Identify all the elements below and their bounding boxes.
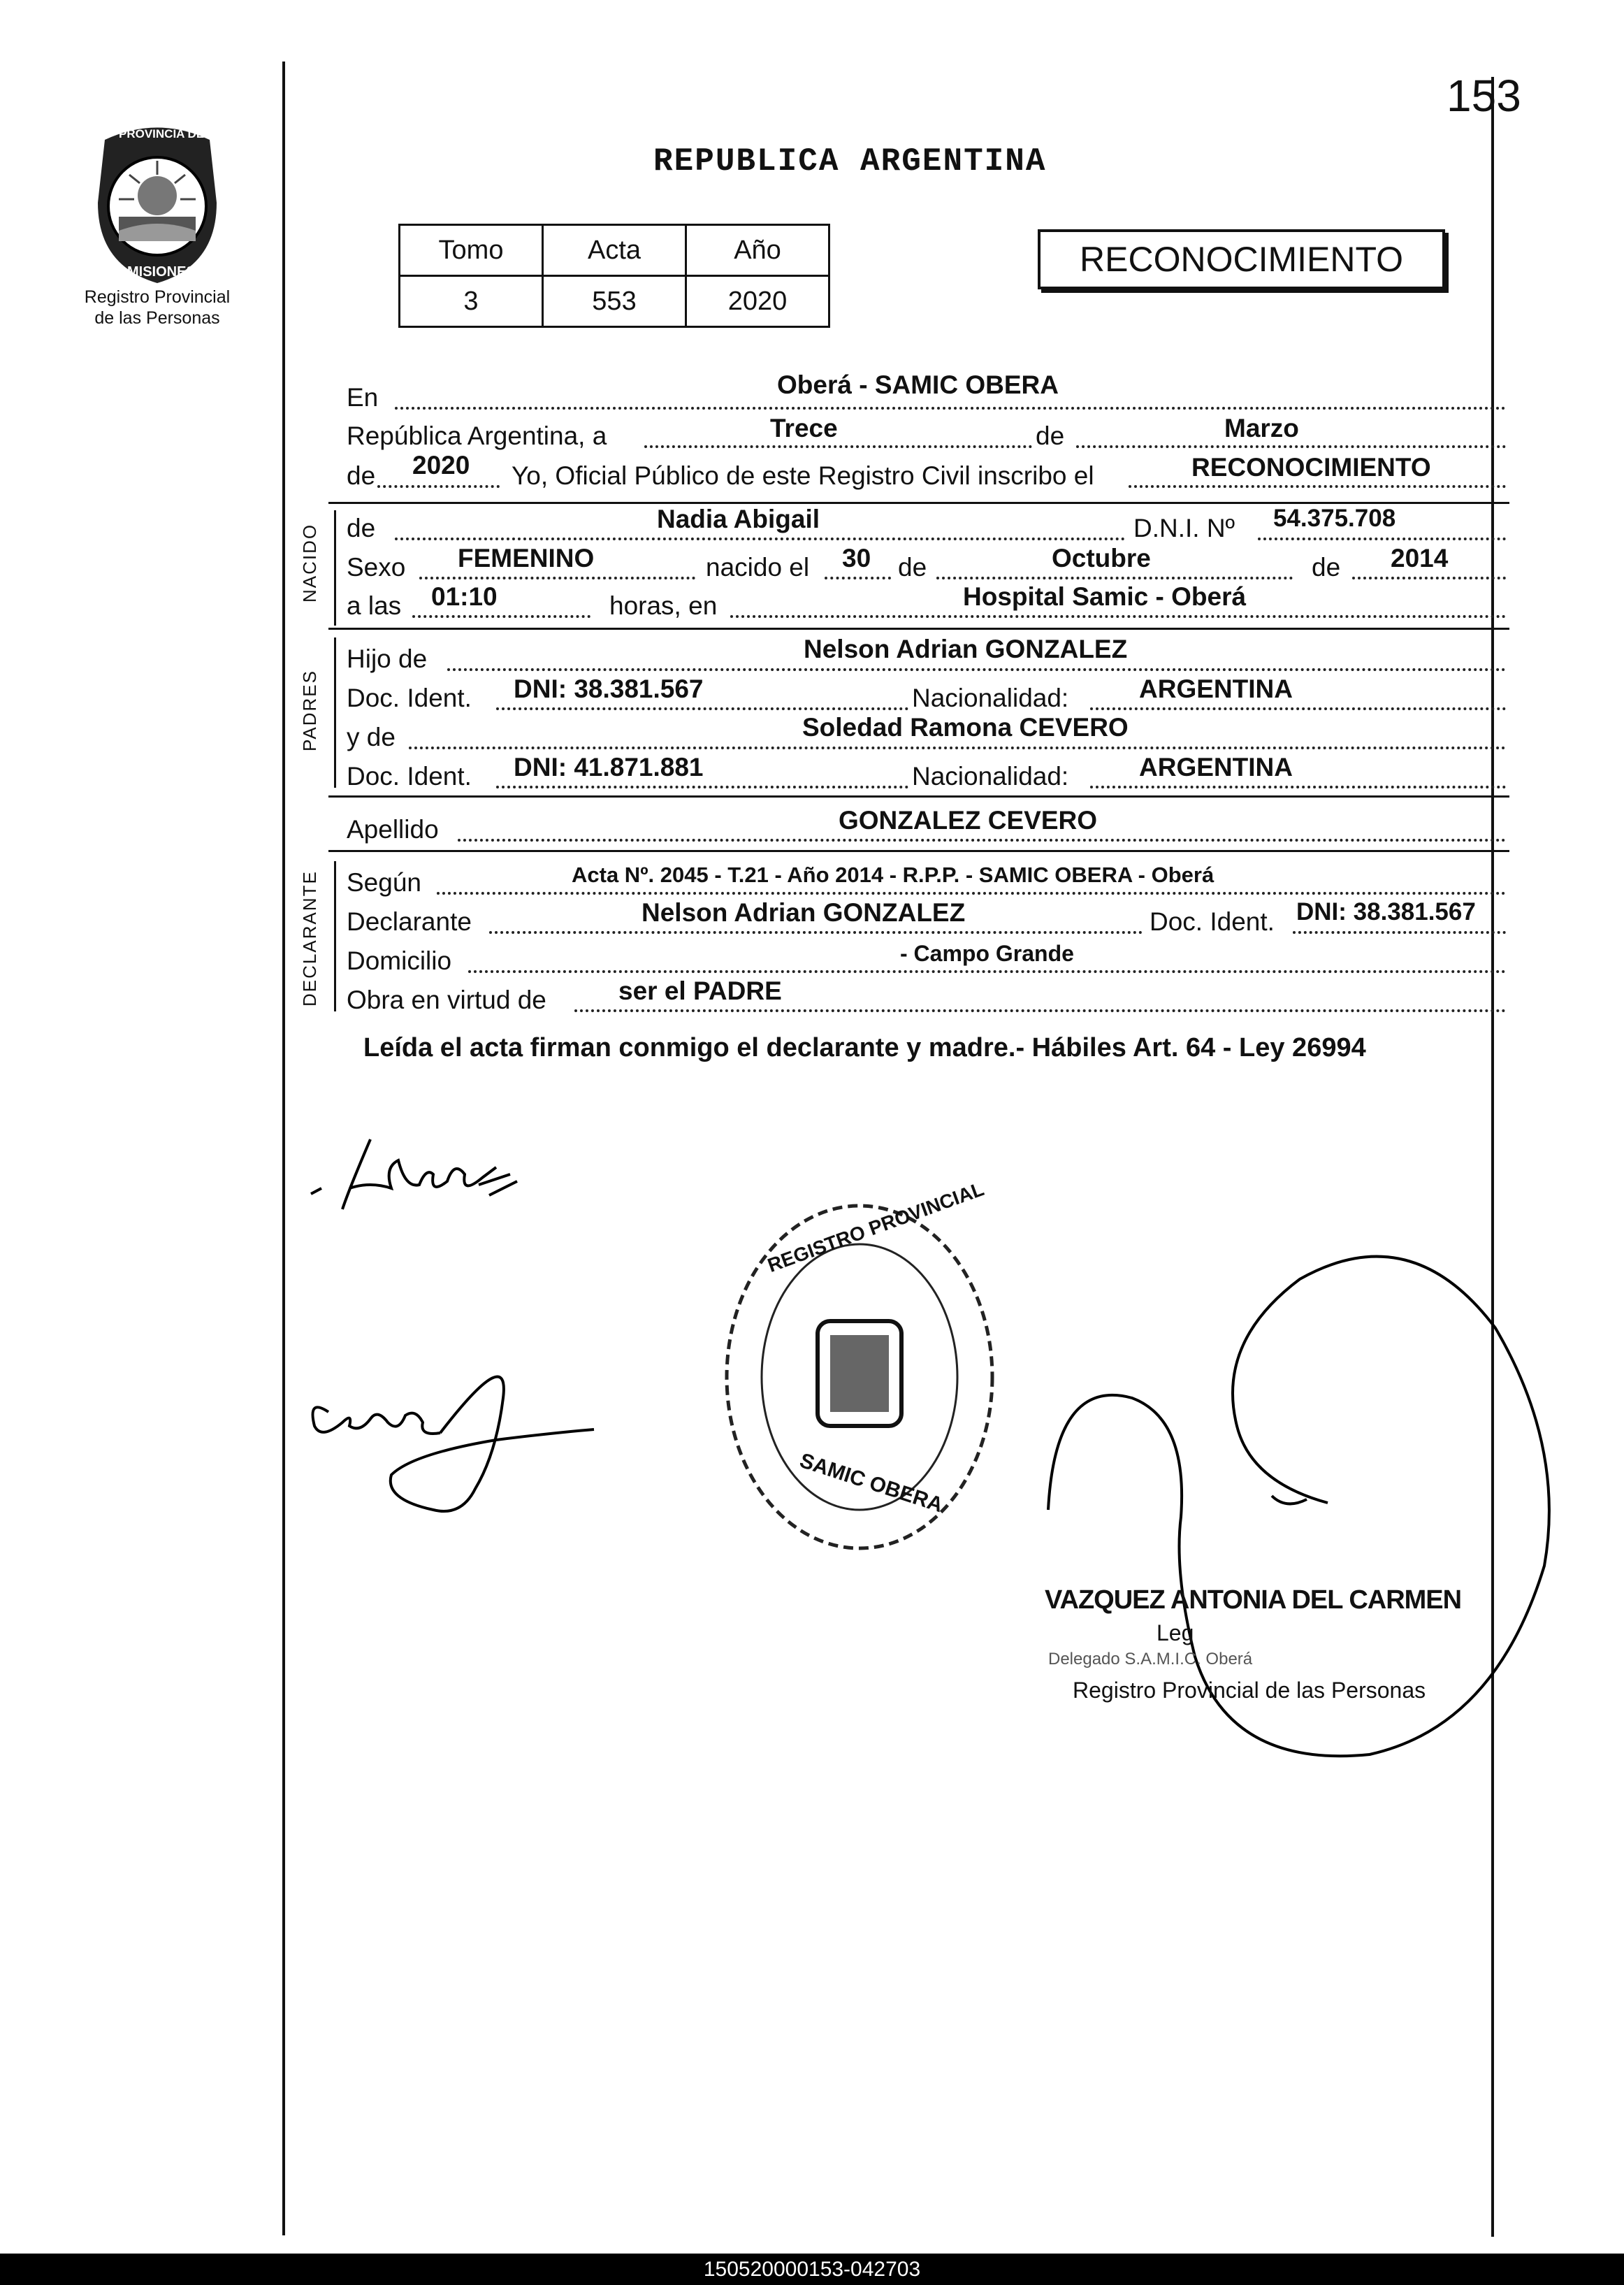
padre-name: Nelson Adrian GONZALEZ [804,635,1128,663]
seal-top-text: REGISTRO PROVINCIAL [764,1178,987,1276]
nacido-dni: 54.375.708 [1273,505,1396,532]
padre-doc: DNI: 38.381.567 [514,675,704,703]
dotted-line [468,970,1506,973]
day-value: Trece [770,414,838,442]
register-table-header [400,225,829,276]
declarante-value: Nelson Adrian GONZALEZ [641,898,966,927]
dotted-line [458,839,1506,842]
registry-seal [713,1178,1006,1559]
dotted-line [412,615,590,618]
madre-nac: ARGENTINA [1139,753,1293,781]
official-name: VAZQUEZ ANTONIA DEL CARMEN [1045,1585,1462,1615]
page-title: REPUBLICA ARGENTINA [653,143,1047,180]
nacido-dia: 30 [842,544,871,572]
dotted-line [574,1009,1506,1012]
dotted-line [1293,931,1506,934]
madre-doc-label: Doc. Ident. [347,762,472,791]
closing-text: Leída el acta firman conmigo el declarante y madre.- Hábiles Art. 64 - Ley 26994 [363,1033,1366,1062]
dotted-line [496,786,908,788]
section-divider [328,795,1509,798]
obra-value: ser el PADRE [618,976,782,1005]
obra-label: Obra en virtud de [347,986,546,1014]
padre-doc-label: Doc. Ident. [347,684,472,712]
declarante-side-label: DECLARANTE [299,870,320,1007]
official-leg: Leg [1157,1620,1194,1645]
de-label-3: de [1312,553,1341,582]
dotted-line [437,892,1506,895]
en-value: Oberá - SAMIC OBERA [777,370,1059,399]
month-value: Marzo [1224,414,1299,442]
section-divider [328,850,1509,852]
dotted-line [644,445,1032,448]
dotted-line [1129,485,1506,488]
dotted-line [395,538,1125,540]
dotted-line [1258,538,1506,540]
madre-nac-label: Nacionalidad: [912,762,1069,791]
de-label: de [1036,421,1065,450]
declarante-doc: DNI: 38.381.567 [1296,898,1476,925]
horas-label: horas, en [609,591,718,620]
declarante-label: Declarante [347,907,472,936]
padres-side-label: PADRES [299,670,320,751]
emblem-caption [42,287,273,329]
nacido-mes: Octubre [1052,544,1151,572]
dotted-line [1076,445,1506,448]
doc-type-box: RECONOCIMIENTO [1038,229,1445,289]
official-delegado: Delegado S.A.M.I.C. Oberá [1048,1650,1253,1668]
inscribe-value: RECONOCIMIENTO [1191,453,1431,482]
value-acta: 553 [543,276,686,327]
dotted-line [1090,707,1506,710]
dotted-line [409,747,1506,749]
emblem-bottom-text: MISIONES [127,264,196,280]
value-tomo: 3 [400,276,543,327]
hijo-label: Hijo de [347,644,428,673]
header-tomo: Tomo [400,225,543,276]
dotted-line [496,707,908,710]
padre-nac: ARGENTINA [1139,675,1293,703]
de-label-2: de [898,553,927,582]
year-value: 2020 [412,451,470,480]
domicilio-value: - Campo Grande [900,941,1074,966]
section-divider [328,628,1509,630]
page-number: 153 [1447,71,1521,121]
value-anio: 2020 [686,276,829,327]
nacido-name: Nadia Abigail [657,505,820,533]
en-label: En [347,383,379,412]
dotted-line [419,577,695,579]
seal-bottom-text: SAMIC OBERA [797,1448,946,1518]
dotted-line [1352,577,1506,579]
dotted-line [395,407,1506,410]
madre-doc: DNI: 41.871.881 [514,753,704,781]
dotted-line [936,577,1293,579]
madre-signature [300,1356,601,1531]
sexo-value: FEMENINO [458,544,595,572]
register-table-values [400,276,829,327]
register-table [398,224,830,328]
section-bracket [334,861,336,1011]
hora-value: 01:10 [431,582,498,611]
dotted-line [447,668,1506,671]
lugar-value: Hospital Samic - Oberá [963,582,1247,611]
emblem-top-text: PROVINCIA DE [119,127,205,140]
dotted-line [489,931,1143,934]
republica-label: República Argentina, a [347,421,607,450]
apellido-label: Apellido [347,815,439,844]
caption-line-2: de las Personas [94,308,220,328]
de2-label: de [347,461,376,490]
footer-barcode-text: 150520000153-042703 [0,2254,1624,2285]
dni-label: D.N.I. Nº [1133,514,1235,542]
madre-name: Soledad Ramona CEVERO [802,713,1129,742]
domicilio-label: Domicilio [347,946,452,975]
sexo-label: Sexo [347,553,406,582]
dotted-line [825,577,891,579]
header-anio: Año [686,225,829,276]
dotted-line [1090,786,1506,788]
apellido-value: GONZALEZ CEVERO [839,806,1098,835]
nacido-side-label: NACIDO [299,523,320,603]
nacido-de-label: de [347,514,376,542]
hora-label: a las [347,591,402,620]
dotted-line [377,485,500,488]
section-bracket [334,637,336,788]
official-registro: Registro Provincial de las Personas [1073,1678,1426,1703]
left-margin-line [282,62,285,2235]
segun-label: Según [347,868,421,897]
header-acta: Acta [543,225,686,276]
nacido-el-label: nacido el [706,553,810,582]
seal-oval-icon [713,1195,1006,1559]
emblem-shield-icon [77,119,238,287]
right-margin-line [1491,77,1494,2237]
inscribe-text: Yo, Oficial Público de este Registro Civil inscribo el [512,461,1094,490]
section-bracket [334,510,336,626]
dotted-line [730,615,1506,618]
segun-value: Acta Nº. 2045 - T.21 - Año 2014 - R.P.P. - SAMIC OBERA - Oberá [572,863,1215,887]
declarante-signature [307,1118,545,1237]
padre-nac-label: Nacionalidad: [912,684,1069,712]
caption-line-1: Registro Provincial [84,287,231,307]
nacido-anio: 2014 [1391,544,1449,572]
yde-label: y de [347,723,396,751]
province-emblem [77,119,238,287]
section-divider [328,502,1509,504]
declarante-doc-label: Doc. Ident. [1150,907,1275,936]
